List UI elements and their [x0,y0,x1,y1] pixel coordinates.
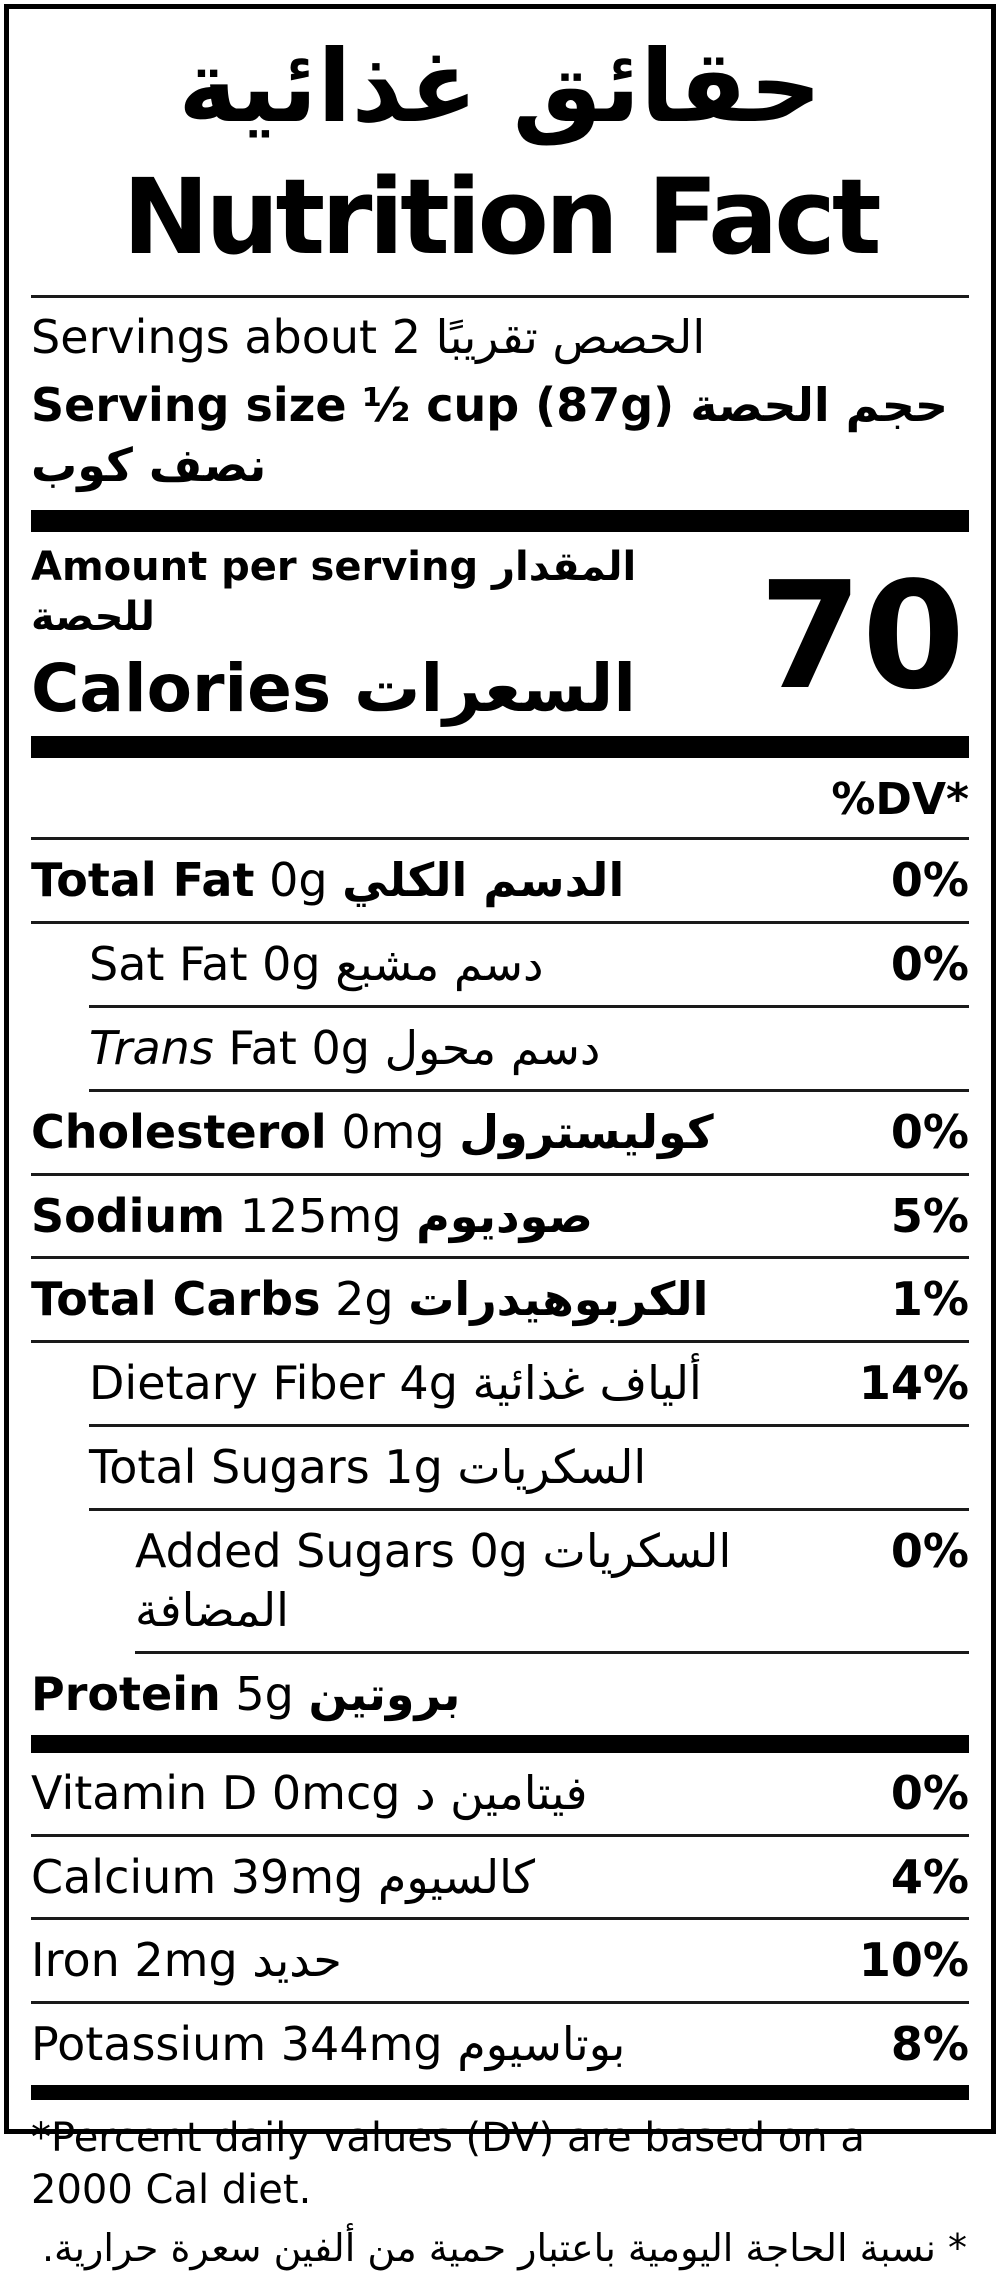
sodium-dv: 5% [890,1188,969,1243]
sat-fat-name: Sat Fat [89,936,248,991]
trans-fat-name-italic: Trans [89,1020,214,1075]
iron-amount: 2mg [134,1933,238,1988]
cholesterol-amount: 0mg [341,1104,445,1159]
sodium-name: Sodium [31,1188,226,1243]
nutrient-row-total-carbs [31,1259,969,1340]
sodium-name-ar: صوديوم [416,1188,593,1243]
nutrient-row-total-fat [31,840,969,921]
total-carbs-name-ar: الكربوهيدرات [408,1272,709,1327]
protein-name-ar: بروتين [308,1666,461,1721]
iron-dv: 10% [858,1933,969,1988]
trans-fat-name-ar: دسم محول [384,1020,601,1075]
nutrition-facts-label [4,4,996,2271]
thick-bar-above-footnote [31,2085,969,2100]
vitamin-row-potassium [31,2004,969,2085]
calories-label-ar: السعرات [354,649,636,727]
calories-block [31,532,969,737]
potassium-name: Potassium [31,2017,267,2072]
iron-name: Iron [31,1933,120,1988]
calcium-name-ar: كالسيوم [377,1849,536,1904]
nutrient-row-trans-fat [31,1008,969,1089]
calcium-name: Calcium [31,1849,217,1904]
dietary-fiber-name-ar: ألياف غذائية [472,1356,702,1411]
potassium-dv: 8% [890,2017,969,2072]
footnote-english: *Percent daily values (DV) are based on a 2000 Cal diet. [31,2115,865,2214]
sat-fat-dv: 0% [890,936,969,991]
vitamin-row-calcium [31,1837,969,1918]
vitamin-row-vitamin-d [31,1753,969,1834]
potassium-amount: 344mg [280,2017,443,2072]
sodium-amount: 125mg [239,1188,402,1243]
potassium-name-ar: بوتاسيوم [457,2017,626,2072]
vitamin-d-dv: 0% [890,1765,969,1820]
dietary-fiber-name: Dietary Fiber [89,1356,385,1411]
total-sugars-name: Total Sugars [89,1440,370,1495]
cholesterol-name: Cholesterol [31,1104,327,1159]
total-fat-dv: 0% [890,853,969,908]
added-sugars-name-ar: السكريات المضافة [135,1524,732,1637]
iron-name-ar: حديد [252,1933,342,1988]
title-english: Nutrition Fact [122,156,878,278]
nutrient-row-added-sugars [31,1511,969,1651]
protein-amount: 5g [235,1666,294,1721]
daily-value-header: %DV* [831,774,969,826]
thick-bar-top [31,510,969,532]
cholesterol-name-ar: كوليسترول [459,1104,714,1159]
total-fat-name-ar: الدسم الكلي [342,853,625,908]
thick-bar-above-vitamins [31,1735,969,1753]
calcium-dv: 4% [890,1849,969,1904]
total-sugars-amount: 1g [384,1440,443,1495]
protein-name: Protein [31,1666,221,1721]
nutrient-row-protein [31,1654,969,1735]
serving-size-label-ar: حجم الحصة نصف كوب [31,377,948,492]
calories-row [31,648,759,731]
sat-fat-name-ar: دسم مشبع [335,936,544,991]
cholesterol-dv: 0% [890,1104,969,1159]
total-sugars-name-ar: السكريات [457,1440,647,1495]
total-carbs-name: Total Carbs [31,1272,321,1327]
added-sugars-name: Added Sugars [135,1524,455,1579]
amount-per-serving-row [31,542,759,642]
thick-bar-below-calories [31,736,969,758]
total-carbs-dv: 1% [890,1272,969,1327]
vitamin-d-name-ar: فيتامين د [415,1765,588,1820]
nutrient-row-dietary-fiber [31,1343,969,1424]
nutrient-row-sat-fat [31,924,969,1005]
nutrient-row-cholesterol [31,1092,969,1173]
footnote-arabic: * نسبة الحاجة اليومية باعتبار حمية من ألفين سعرة حرارية. [41,2226,967,2271]
calories-label-en: Calories [31,649,332,727]
serving-size-label-en: Serving size ½ cup (87g) [31,377,675,432]
calories-left-column [31,542,759,731]
added-sugars-dv: 0% [890,1524,969,1579]
total-carbs-amount: 2g [335,1272,394,1327]
servings-row [31,298,969,372]
nutrient-row-sodium [31,1176,969,1257]
trans-fat-name: Fat [213,1020,297,1075]
sat-fat-amount: 0g [262,936,321,991]
amount-per-serving-ar: المقدار للحصة [31,543,637,640]
dietary-fiber-amount: 4g [399,1356,458,1411]
servings-label-ar: الحصص تقريبًا [435,310,706,365]
calcium-amount: 39mg [230,1849,364,1904]
servings-label-en: Servings about 2 [31,310,421,365]
vitamin-d-name: Vitamin D [31,1765,258,1820]
amount-per-serving-en: Amount per serving [31,543,479,590]
calories-value: 70 [759,549,965,722]
total-fat-amount: 0g [269,853,328,908]
trans-fat-amount: 0g [311,1020,370,1075]
dietary-fiber-dv: 14% [858,1356,969,1411]
vitamin-row-iron [31,1920,969,2001]
vitamin-d-amount: 0mcg [271,1765,401,1820]
nutrient-row-total-sugars [31,1427,969,1508]
serving-size-row [31,372,969,510]
total-fat-name: Total Fat [31,853,255,908]
added-sugars-amount: 0g [469,1524,528,1579]
title-arabic: حقائق غذائية [178,28,822,145]
